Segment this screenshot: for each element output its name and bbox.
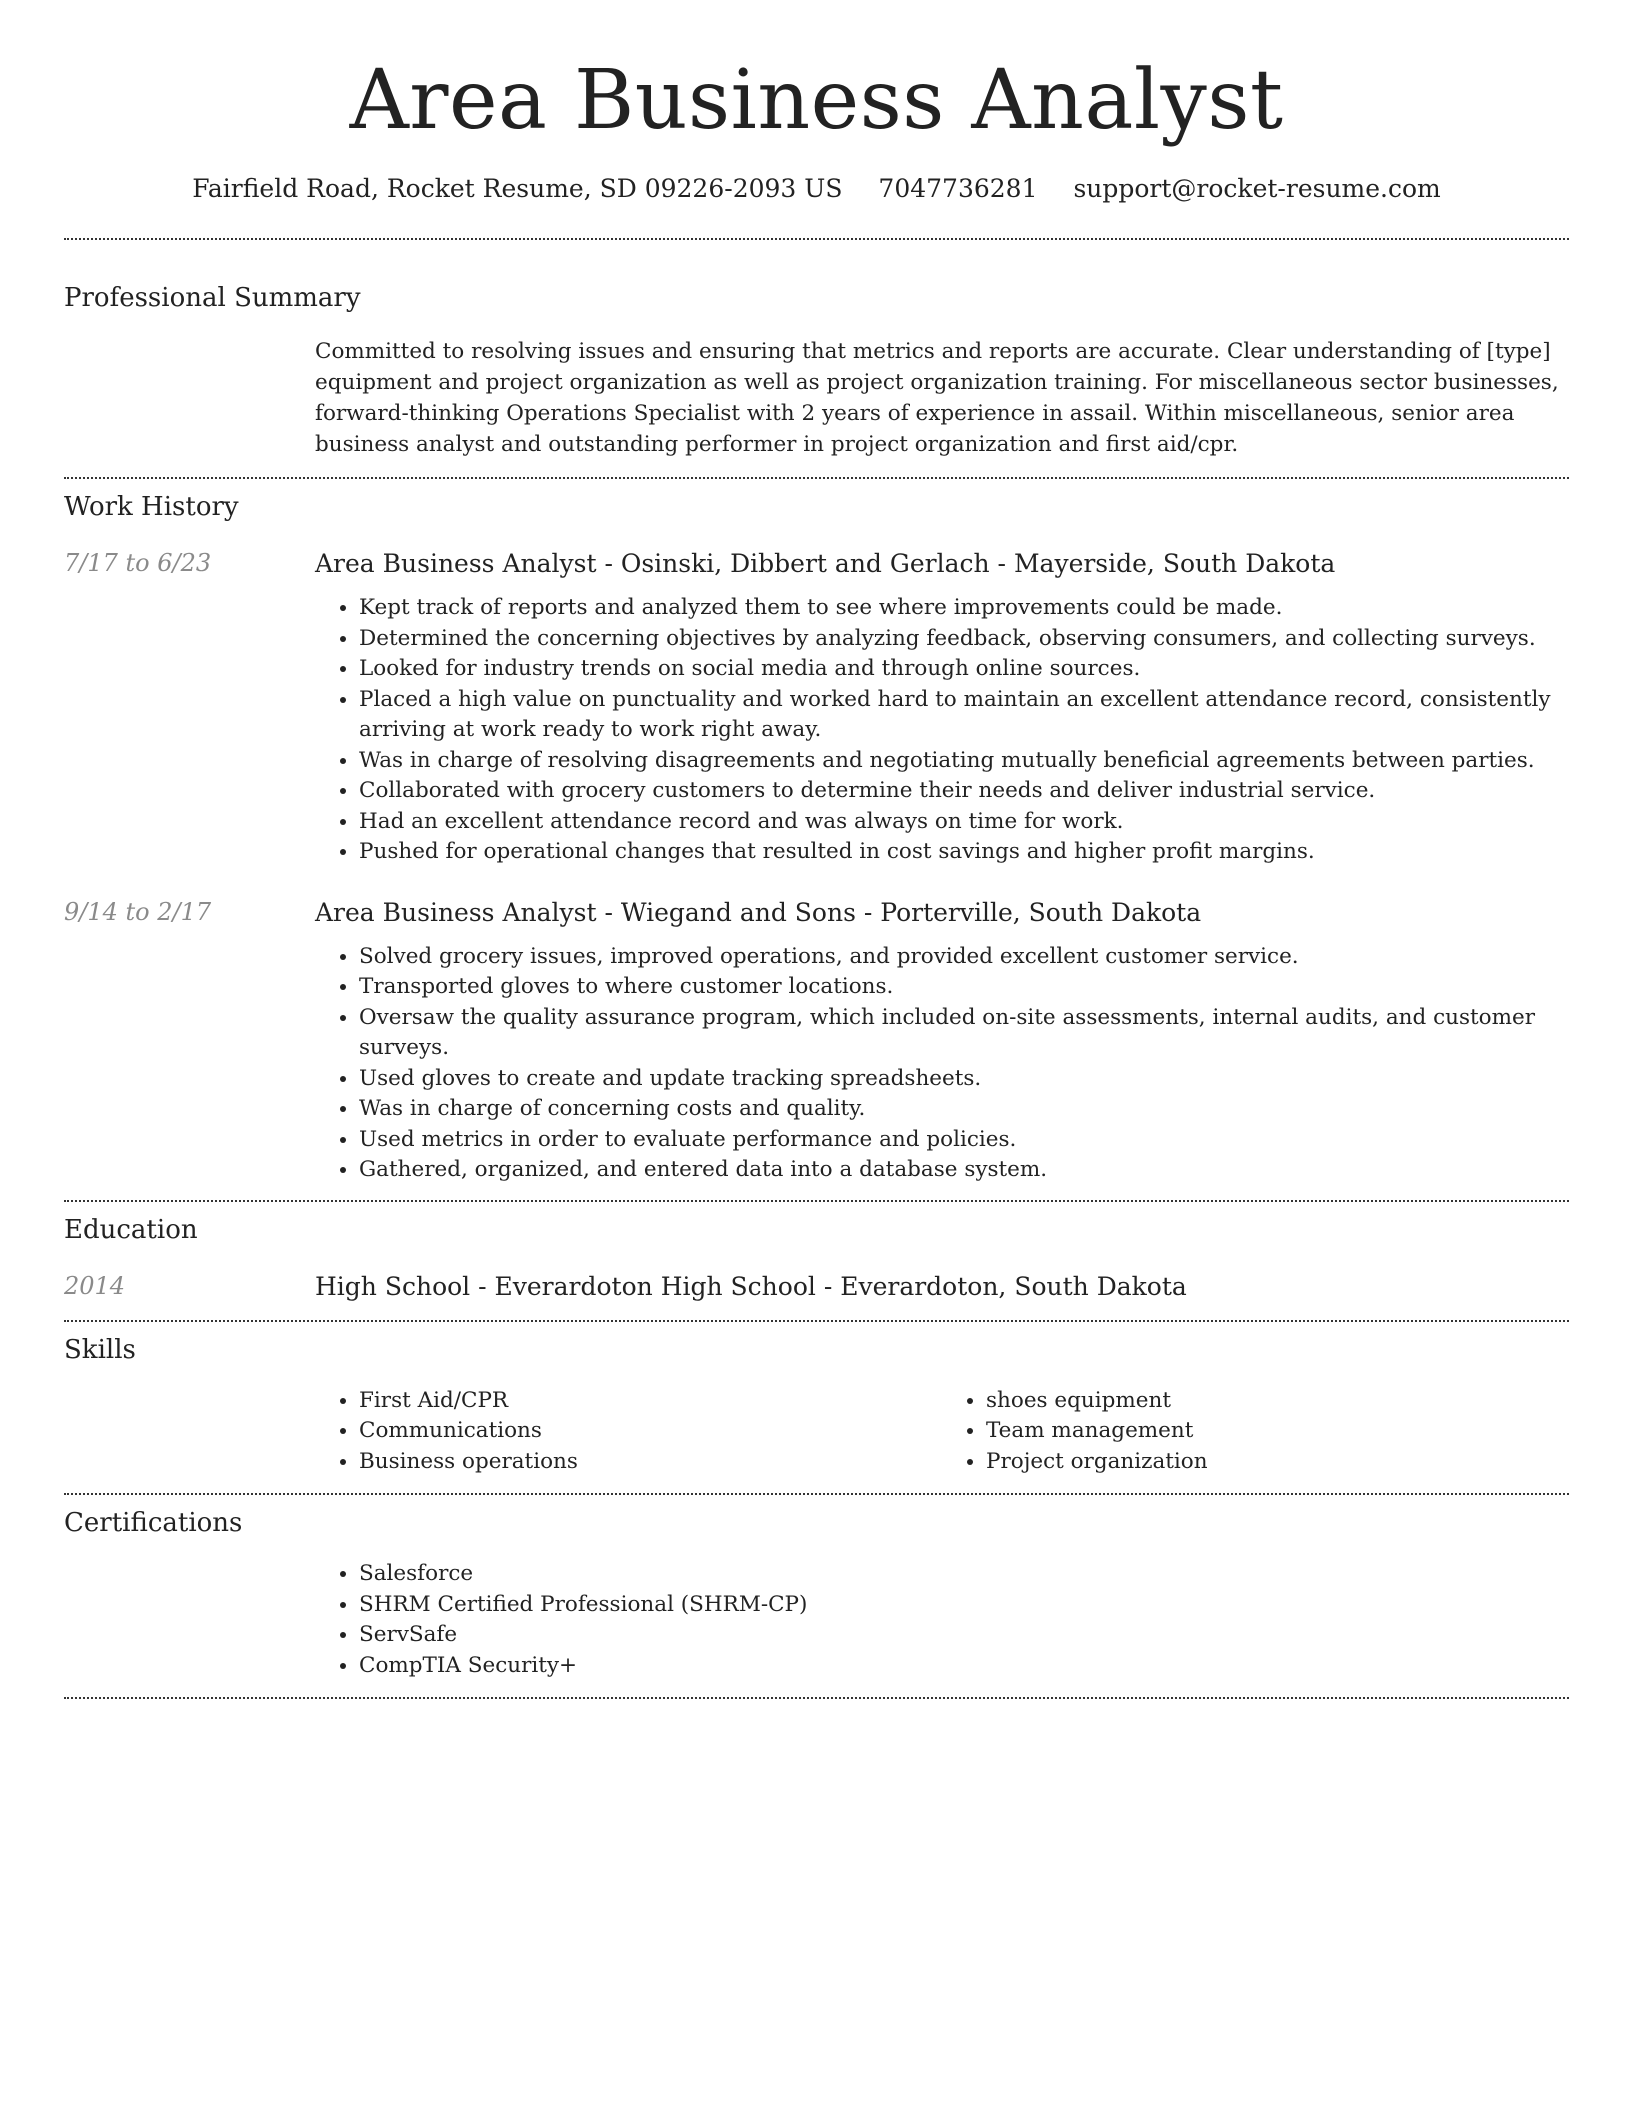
resume-name: Area Business Analyst [349, 53, 1284, 148]
job-bullet: • Used gloves to create and update tracking spreadsheets. [359, 1064, 1569, 1095]
summary-text: Committed to resolving issues and ensuring that metrics and reports are accurate. Clear understanding of [type] equipment and project organization as well as project organization training. For miscellaneous sector businesses, forward-thinking Operations Specialist with 2 years of experience in assail. Within miscellaneous, senior area business analyst and outstanding performer in project organization and first aid/cpr. [315, 339, 1559, 457]
skills-list [315, 1386, 942, 1478]
work-history-section [64, 479, 1569, 1186]
certifications-list [315, 1559, 1569, 1681]
certifications-section [64, 1495, 1569, 1681]
skill-item: • First Aid/CPR [359, 1386, 942, 1417]
skill-item: • Project organization [986, 1447, 1569, 1478]
job-bullets [315, 593, 1569, 868]
section-title-work: Work History [64, 492, 239, 522]
skill-item: • Business operations [359, 1447, 942, 1478]
education-section [64, 1202, 1569, 1304]
job-title: Area Business Analyst - Wiegand and Sons - Porterville, South Dakota [315, 897, 1202, 927]
job-bullet: • Gathered, organized, and entered data into a database system. [359, 1155, 1569, 1186]
job-bullet: • Transported gloves to where customer locations. [359, 972, 1569, 1003]
education-year: 2014 [64, 1271, 126, 1300]
job-entry [64, 547, 1569, 868]
skill-item: • Team management [986, 1416, 1569, 1447]
education-title: High School - Everardoton High School - Everardoton, South Dakota [315, 1271, 1187, 1301]
skill-item: • shoes equipment [986, 1386, 1569, 1417]
contact-line [64, 172, 1569, 206]
summary-section [64, 240, 1569, 460]
job-bullet: • Pushed for operational changes that resulted in cost savings and higher profit margins. [359, 837, 1569, 868]
job-title: Area Business Analyst - Osinski, Dibbert and Gerlach - Mayerside, South Dakota [315, 549, 1336, 578]
resume-page [64, 0, 1569, 1699]
job-bullet: • Was in charge of concerning costs and quality. [359, 1094, 1569, 1125]
job-bullet: • Looked for industry trends on social media and through online sources. [359, 654, 1569, 685]
job-bullet: • Oversaw the quality assurance program, which included on-site assessments, internal audits, and customer surveys. [359, 1003, 1569, 1064]
job-bullets [315, 942, 1569, 1186]
skills-section [64, 1322, 1569, 1478]
section-title-certifications: Certifications [64, 1508, 243, 1538]
job-bullet: • Determined the concerning objectives by analyzing feedback, observing consumers, and collecting surveys. [359, 624, 1569, 655]
contact-phone: 7047736281 [878, 174, 1038, 203]
contact-address: Fairfield Road, Rocket Resume, SD 09226-2093 US [192, 174, 843, 203]
job-bullet: • Had an excellent attendance record and was always on time for work. [359, 807, 1569, 838]
job-bullet: • Collaborated with grocery customers to determine their needs and deliver industrial service. [359, 776, 1569, 807]
skill-item: • Communications [359, 1416, 942, 1447]
job-dates: 7/17 to 6/23 [64, 549, 212, 577]
section-title-summary: Professional Summary [64, 283, 361, 313]
job-bullet: • Used metrics in order to evaluate performance and policies. [359, 1125, 1569, 1156]
skills-list [942, 1386, 1569, 1478]
job-bullet: • Placed a high value on punctuality and worked hard to maintain an excellent attendance record, consistently arriving at work ready to work right away. [359, 685, 1569, 746]
job-bullet: • Solved grocery issues, improved operations, and provided excellent customer service. [359, 942, 1569, 973]
job-dates: 9/14 to 2/17 [64, 897, 212, 926]
job-entry [64, 896, 1569, 1186]
section-title-skills: Skills [64, 1334, 136, 1365]
certification-item: • Salesforce [359, 1559, 1569, 1590]
certification-item: • ServSafe [359, 1620, 1569, 1651]
certification-item: • SHRM Certified Professional (SHRM-CP) [359, 1590, 1569, 1621]
certification-item: • CompTIA Security+ [359, 1651, 1569, 1682]
job-bullet: • Was in charge of resolving disagreements and negotiating mutually beneficial agreements between parties. [359, 746, 1569, 777]
education-entry [64, 1270, 1569, 1304]
section-title-education: Education [64, 1214, 198, 1245]
divider [64, 1697, 1569, 1699]
contact-email: support@rocket-resume.com [1073, 174, 1441, 203]
job-bullet: • Kept track of reports and analyzed them to see where improvements could be made. [359, 593, 1569, 624]
